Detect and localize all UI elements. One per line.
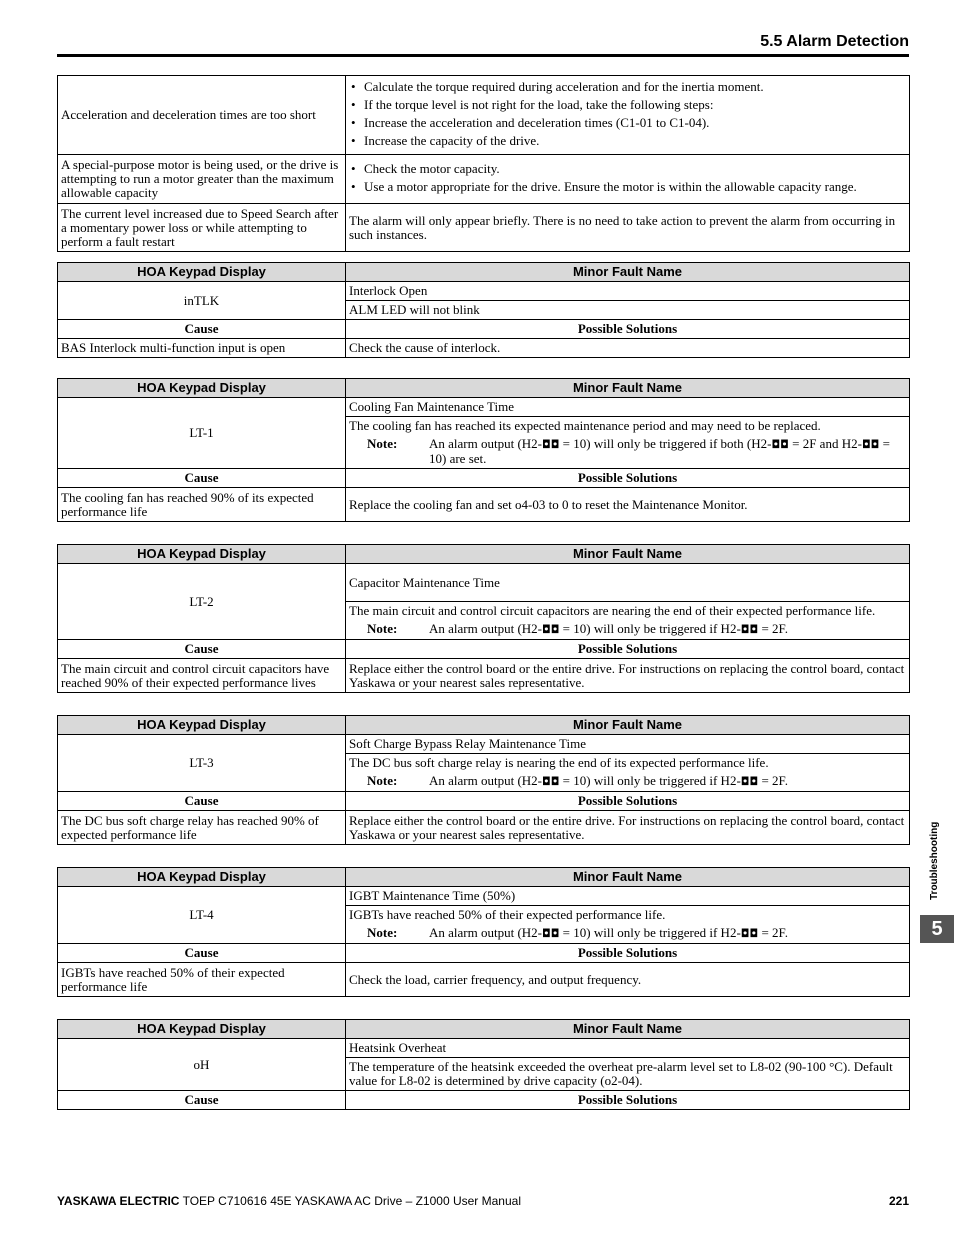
note (349, 774, 906, 789)
hoa-header: HOA Keypad Display (58, 263, 346, 282)
keypad-display: LT-4 (58, 887, 346, 944)
footer-brand: YASKAWA ELECTRIC (57, 1194, 180, 1208)
note-text: An alarm output (H2-◘◘ = 10) will only be triggered if both (H2-◘◘ = 2F and H2-◘◘ = 10) are set. (429, 436, 890, 466)
cause-header: Cause (58, 320, 346, 339)
fault-name: Soft Charge Bypass Relay Maintenance Time (346, 735, 910, 754)
note-text: An alarm output (H2-◘◘ = 10) will only be triggered if H2-◘◘ = 2F. (429, 773, 788, 788)
cause-cell: BAS Interlock multi-function input is open (58, 339, 346, 358)
hoa-header: HOA Keypad Display (58, 545, 346, 564)
solution-cell: Replace either the control board or the entire drive. For instructions on replacing the control board, contact Yaskawa or your nearest sales representative. (346, 811, 910, 845)
minor-header: Minor Fault Name (346, 263, 910, 282)
keypad-display: LT-1 (58, 398, 346, 469)
chapter-tab: 5 (920, 915, 954, 943)
hoa-header: HOA Keypad Display (58, 868, 346, 887)
solutions-header: Possible Solutions (346, 469, 910, 488)
keypad-display: inTLK (58, 282, 346, 320)
fault-name: Cooling Fan Maintenance Time (346, 398, 910, 417)
minor-header: Minor Fault Name (346, 379, 910, 398)
list-item: • Increase the capacity of the drive. (349, 134, 906, 148)
page-footer (57, 1194, 909, 1208)
fault-name: IGBT Maintenance Time (50%) (346, 887, 910, 906)
cause-header: Cause (58, 469, 346, 488)
solution-cell (346, 76, 910, 155)
note-text: An alarm output (H2-◘◘ = 10) will only be triggered if H2-◘◘ = 2F. (429, 621, 788, 636)
keypad-display: oH (58, 1039, 346, 1091)
solutions-header: Possible Solutions (346, 640, 910, 659)
fault-name: Capacitor Maintenance Time (346, 564, 910, 602)
cause-cell: The current level increased due to Speed Search after a momentary power loss or while attempting to perform a fault restart (58, 204, 346, 252)
hoa-header: HOA Keypad Display (58, 379, 346, 398)
fault-desc-text: The main circuit and control circuit capacitors are nearing the end of their expected performance life. (349, 603, 876, 618)
solution-cell: Replace either the control board or the entire drive. For instructions on replacing the control board, contact Yaskawa or your nearest sales representative. (346, 659, 910, 693)
table-row (58, 204, 910, 252)
note-label: Note: (367, 773, 398, 788)
fault-desc (346, 602, 910, 640)
fault-desc (346, 754, 910, 792)
list-item: • Use a motor appropriate for the drive. Ensure the motor is within the allowable capacity range. (349, 180, 906, 194)
cause-cell: A special-purpose motor is being used, or the drive is attempting to run a motor greater than the maximum allowable capacity (58, 155, 346, 204)
keypad-display: LT-3 (58, 735, 346, 792)
chapter-side-label: Troubleshooting (929, 821, 940, 900)
fault-name: Heatsink Overheat (346, 1039, 910, 1058)
fault-name: Interlock Open (346, 282, 910, 301)
minor-header: Minor Fault Name (346, 868, 910, 887)
note-label: Note: (367, 436, 398, 451)
table-row (58, 76, 910, 155)
cause-header: Cause (58, 792, 346, 811)
fault-table-oh (57, 1019, 910, 1110)
section-title: 5.5 Alarm Detection (760, 33, 909, 50)
cause-header: Cause (58, 944, 346, 963)
note (349, 926, 906, 941)
fault-table-lt4 (57, 867, 910, 997)
note-label: Note: (367, 925, 398, 940)
hoa-header: HOA Keypad Display (58, 716, 346, 735)
note (349, 437, 906, 466)
keypad-display: LT-2 (58, 564, 346, 640)
list-item: • Increase the acceleration and deceleration times (C1-01 to C1-04). (349, 116, 906, 130)
list-item: • Calculate the torque required during acceleration and for the inertia moment. (349, 80, 906, 94)
fault-table-lt1 (57, 378, 910, 522)
list-item: • Check the motor capacity. (349, 162, 906, 176)
cause-cell: IGBTs have reached 50% of their expected performance life (58, 963, 346, 997)
fault-desc-text: The DC bus soft charge relay is nearing the end of its expected performance life. (349, 755, 769, 770)
fault-desc (346, 906, 910, 944)
minor-header: Minor Fault Name (346, 716, 910, 735)
fault-desc-text: IGBTs have reached 50% of their expected performance life. (349, 907, 666, 922)
fault-desc-text: The cooling fan has reached its expected maintenance period and may need to be replaced. (349, 418, 821, 433)
page-number: 221 (888, 1194, 909, 1208)
solution-cell: Replace the cooling fan and set o4-03 to 0 to reset the Maintenance Monitor. (346, 488, 910, 522)
footer-doc: TOEP C710616 45E YASKAWA AC Drive – Z1000 User Manual (179, 1194, 521, 1208)
cause-cell: The main circuit and control circuit capacitors have reached 90% of their expected performance lives (58, 659, 346, 693)
header-rule (57, 54, 909, 57)
fault-table-lt3 (57, 715, 910, 845)
fault-table-lt2 (57, 544, 910, 693)
solution-cell (346, 155, 910, 204)
note-text: An alarm output (H2-◘◘ = 10) will only be triggered if H2-◘◘ = 2F. (429, 925, 788, 940)
solution-cell: The alarm will only appear briefly. There is no need to take action to prevent the alarm from occurring in such instances. (346, 204, 910, 252)
minor-header: Minor Fault Name (346, 1020, 910, 1039)
solution-cell: Check the cause of interlock. (346, 339, 910, 358)
fault-desc: The temperature of the heatsink exceeded the overheat pre-alarm level set to L8-02 (90-100 °C). Default value for L8-02 is determined by drive capacity (o2-04). (346, 1058, 910, 1091)
minor-header: Minor Fault Name (346, 545, 910, 564)
cause-header: Cause (58, 640, 346, 659)
hoa-header: HOA Keypad Display (58, 1020, 346, 1039)
fault-desc: ALM LED will not blink (346, 301, 910, 320)
solutions-header: Possible Solutions (346, 320, 910, 339)
note-label: Note: (367, 621, 398, 636)
cause-cell: The cooling fan has reached 90% of its expected performance life (58, 488, 346, 522)
solution-cell: Check the load, carrier frequency, and output frequency. (346, 963, 910, 997)
fault-desc (346, 417, 910, 469)
solutions-header: Possible Solutions (346, 792, 910, 811)
fault-table-intlk (57, 262, 910, 358)
cause-header: Cause (58, 1091, 346, 1110)
cause-cell: Acceleration and deceleration times are too short (58, 76, 346, 155)
cause-cell: The DC bus soft charge relay has reached 90% of expected performance life (58, 811, 346, 845)
top-cause-table (57, 75, 910, 252)
solutions-header: Possible Solutions (346, 944, 910, 963)
list-item: • If the torque level is not right for the load, take the following steps: (349, 98, 906, 112)
solutions-header: Possible Solutions (346, 1091, 910, 1110)
table-row (58, 155, 910, 204)
note (349, 622, 906, 637)
